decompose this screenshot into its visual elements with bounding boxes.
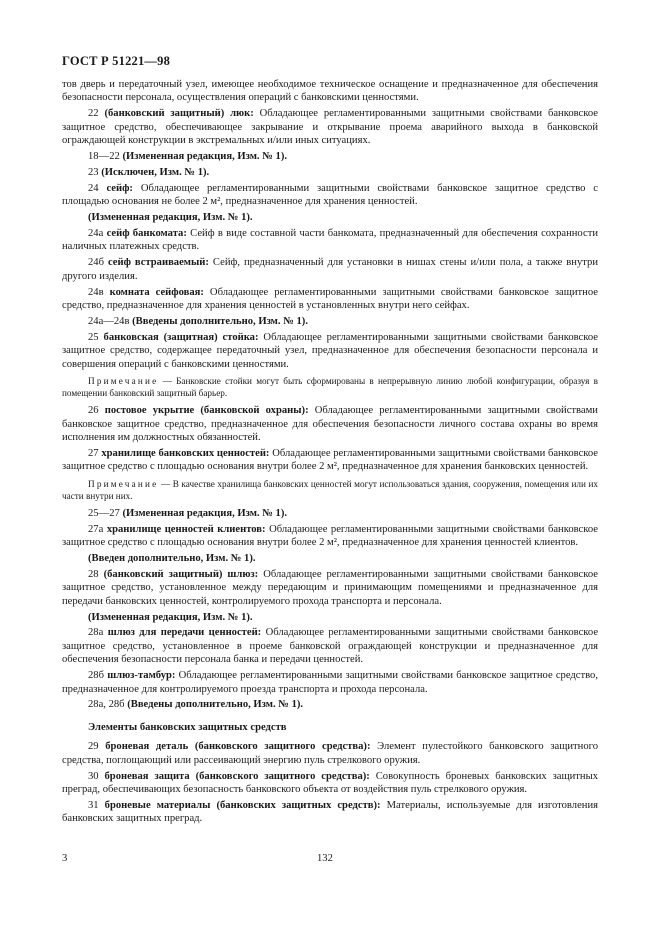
term-definition: Обладающее регламентированными защитными свойствами банковское защитное средство, предназначенное для контролируемого проезда транспорта и прохода персонала. xyxy=(62,670,598,695)
term-number: 24б xyxy=(88,257,104,269)
term-number: 22 xyxy=(88,108,99,120)
term-number: 31 xyxy=(88,799,99,811)
amendment-note: (Введен дополнительно, Изм. № 1). xyxy=(88,552,256,564)
term-definition: Сейф в виде составной части банкомата, предназначенный для обеспечения сохранности наличных платежных средств. xyxy=(62,228,598,253)
term-paragraph xyxy=(62,669,598,696)
term-name: шлюз-тамбур: xyxy=(107,670,176,682)
document-header: ГОСТ Р 51221—98 xyxy=(62,54,171,68)
term-definition: Обладающее регламентированными защитными свойствами банковское защитное средство, установленное между передающим и принимающим помещениями и предназначенное для передачи банковских ценностей, контролируемого прохода транспорта и персонала. xyxy=(62,568,598,607)
term-number: 27 xyxy=(88,447,99,459)
term-name: сейф встраиваемый: xyxy=(107,257,209,269)
term-name: сейф банкомата: xyxy=(106,228,187,240)
term-name: броневая деталь (банковского защитного средства): xyxy=(105,741,371,753)
term-name: сейф: xyxy=(106,182,133,194)
term-paragraph xyxy=(62,740,598,767)
term-definition: Обладающее регламентированными защитными свойствами банковское защитное средство, содержащее передаточный узел, предназначенное для обеспечения безопасности персонала и совершения операций с банковскими ценностями. xyxy=(62,331,598,370)
term-number: 29 xyxy=(88,741,99,753)
note-label: Примечание xyxy=(88,478,159,489)
term-number: 24 xyxy=(88,182,99,194)
term-number: 28а xyxy=(88,627,104,639)
term-paragraph xyxy=(62,182,598,209)
term-paragraph xyxy=(62,107,598,147)
term-name: хранилище ценностей клиентов: xyxy=(106,523,266,535)
term-paragraph xyxy=(62,256,598,283)
term-name: постовое укрытие (банковской охраны): xyxy=(104,405,309,417)
term-name: банковская (защитная) стойка: xyxy=(103,331,259,343)
term-name: броневые материалы (банковских защитных средств): xyxy=(104,799,381,811)
amendment-note: 18—22 (Измененная редакция, Изм. № 1). xyxy=(88,151,287,163)
term-number: 28б xyxy=(88,670,104,682)
section-heading: Элементы банковских защитных средств xyxy=(88,721,287,733)
term-definition: Обладающее регламентированными защитными свойствами банковское защитное средство, предназначенное для хранения ценностей в установленных внутри него сейфах. xyxy=(62,286,598,312)
term-name: броневая защита (банковского защитного средства): xyxy=(104,770,370,782)
note-paragraph: Примечание — В качестве хранилища банковских ценностей могут использоваться здания, сооружения, помещения или их части внутри них. xyxy=(62,478,598,501)
amendment-note: 25—27 (Измененная редакция, Изм. № 1). xyxy=(88,507,287,519)
term-number: 24в xyxy=(88,286,104,298)
term-definition: Обладающее регламентированными защитными свойствами банковское защитное средство, предназначенное для обеспечения безопасности личного состава охраны во время исполнения им должностных обязанностей. xyxy=(62,405,598,443)
term-number: 28 xyxy=(88,568,99,580)
term-paragraph xyxy=(62,286,598,313)
term-number: 26 xyxy=(88,405,99,417)
document-body xyxy=(62,78,598,828)
page-number-center: 132 xyxy=(317,853,333,864)
term-paragraph xyxy=(62,447,598,474)
term-paragraph xyxy=(62,523,598,550)
term-paragraph xyxy=(62,568,598,608)
term-name: (банковский защитный) люк: xyxy=(104,108,254,120)
term-number: 30 xyxy=(88,770,99,782)
paragraph-continuation: тов дверь и передаточный узел, имеющее необходимое техническое оснащение и предназначенное для обеспечения безопасности персонала, осуществления операций с банковскими ценностями. xyxy=(62,79,598,104)
term-name: комната сейфовая: xyxy=(109,286,204,298)
note-paragraph: Примечание — Банковские стойки могут быть сформированы в непрерывную линию любой конфигурации, образуя в помещении банковский защитный барьер. xyxy=(62,376,599,399)
amendment-note: (Измененная редакция, Изм. № 1). xyxy=(88,212,253,224)
term-number: 24а xyxy=(88,228,104,240)
term-number: 27а xyxy=(88,523,104,535)
term-definition: Обладающее регламентированными защитными свойствами банковское защитное средство, установленное в проеме банковской ограждающей конструкции и предназначенное для обеспечения безопасности персонала банка и передачи ценностей. xyxy=(62,627,599,666)
term-name: (банковский защитный) шлюз: xyxy=(103,568,259,580)
term-name: хранилище банковских ценностей: xyxy=(101,447,270,459)
amendment-note: 28а, 28б (Введены дополнительно, Изм. № 1). xyxy=(88,699,304,711)
term-paragraph xyxy=(62,799,598,826)
term-name: шлюз для передачи ценностей: xyxy=(107,627,262,639)
term-paragraph xyxy=(62,227,598,254)
term-paragraph xyxy=(62,404,598,444)
term-definition: Материалы, используемые для изготовления банковских защитных преград. xyxy=(62,799,598,825)
amendment-note: 23 (Исключен, Изм. № 1). xyxy=(88,166,210,178)
term-definition: Совокупность броневых банковских защитных преград, обеспечивающих безопасность банковского объекта от воздействия пуль стрелкового оружия. xyxy=(62,770,598,795)
page-number-left: 3 xyxy=(62,853,68,864)
term-paragraph xyxy=(62,770,598,797)
term-definition: Обладающее регламентированными защитными свойствами банковское защитное средство с площадью основания внутри более 2 м², предназначенное для хранения банковских ценностей. xyxy=(62,447,599,473)
term-definition: Элемент пулестойкого банковского защитного средства, поглощающий или рассеивающий энергию пуль стрелкового оружия. xyxy=(62,741,599,766)
term-paragraph xyxy=(62,626,598,666)
amendment-note: (Измененная редакция, Изм. № 1). xyxy=(88,611,253,623)
term-definition: Обладающее регламентированными защитными свойствами банковское защитное средство с площадью основания не более 2 м², предназначенное для хранения ценностей. xyxy=(62,182,599,208)
amendment-note: 24а—24в (Введены дополнительно, Изм. № 1). xyxy=(88,316,308,327)
term-paragraph xyxy=(62,331,598,371)
term-definition: Сейф, предназначенный для установки в нишах стены и/или пола, а также внутри другого изделия. xyxy=(62,257,598,282)
term-definition: Обладающее регламентированными защитными свойствами банковское защитное средство, обеспечивающее закрывание и открывание проема аварийного выхода в банковской ограждающей конструкции в экстремальных и/или иных ситуациях. xyxy=(62,108,598,147)
term-number: 25 xyxy=(88,331,99,343)
note-label: Примечание xyxy=(88,376,159,387)
term-definition: Обладающее регламентированными защитными свойствами банковское защитное средство с площадью основания внутри более 2 м², предназначенное для хранения ценностей клиентов. xyxy=(62,523,598,548)
